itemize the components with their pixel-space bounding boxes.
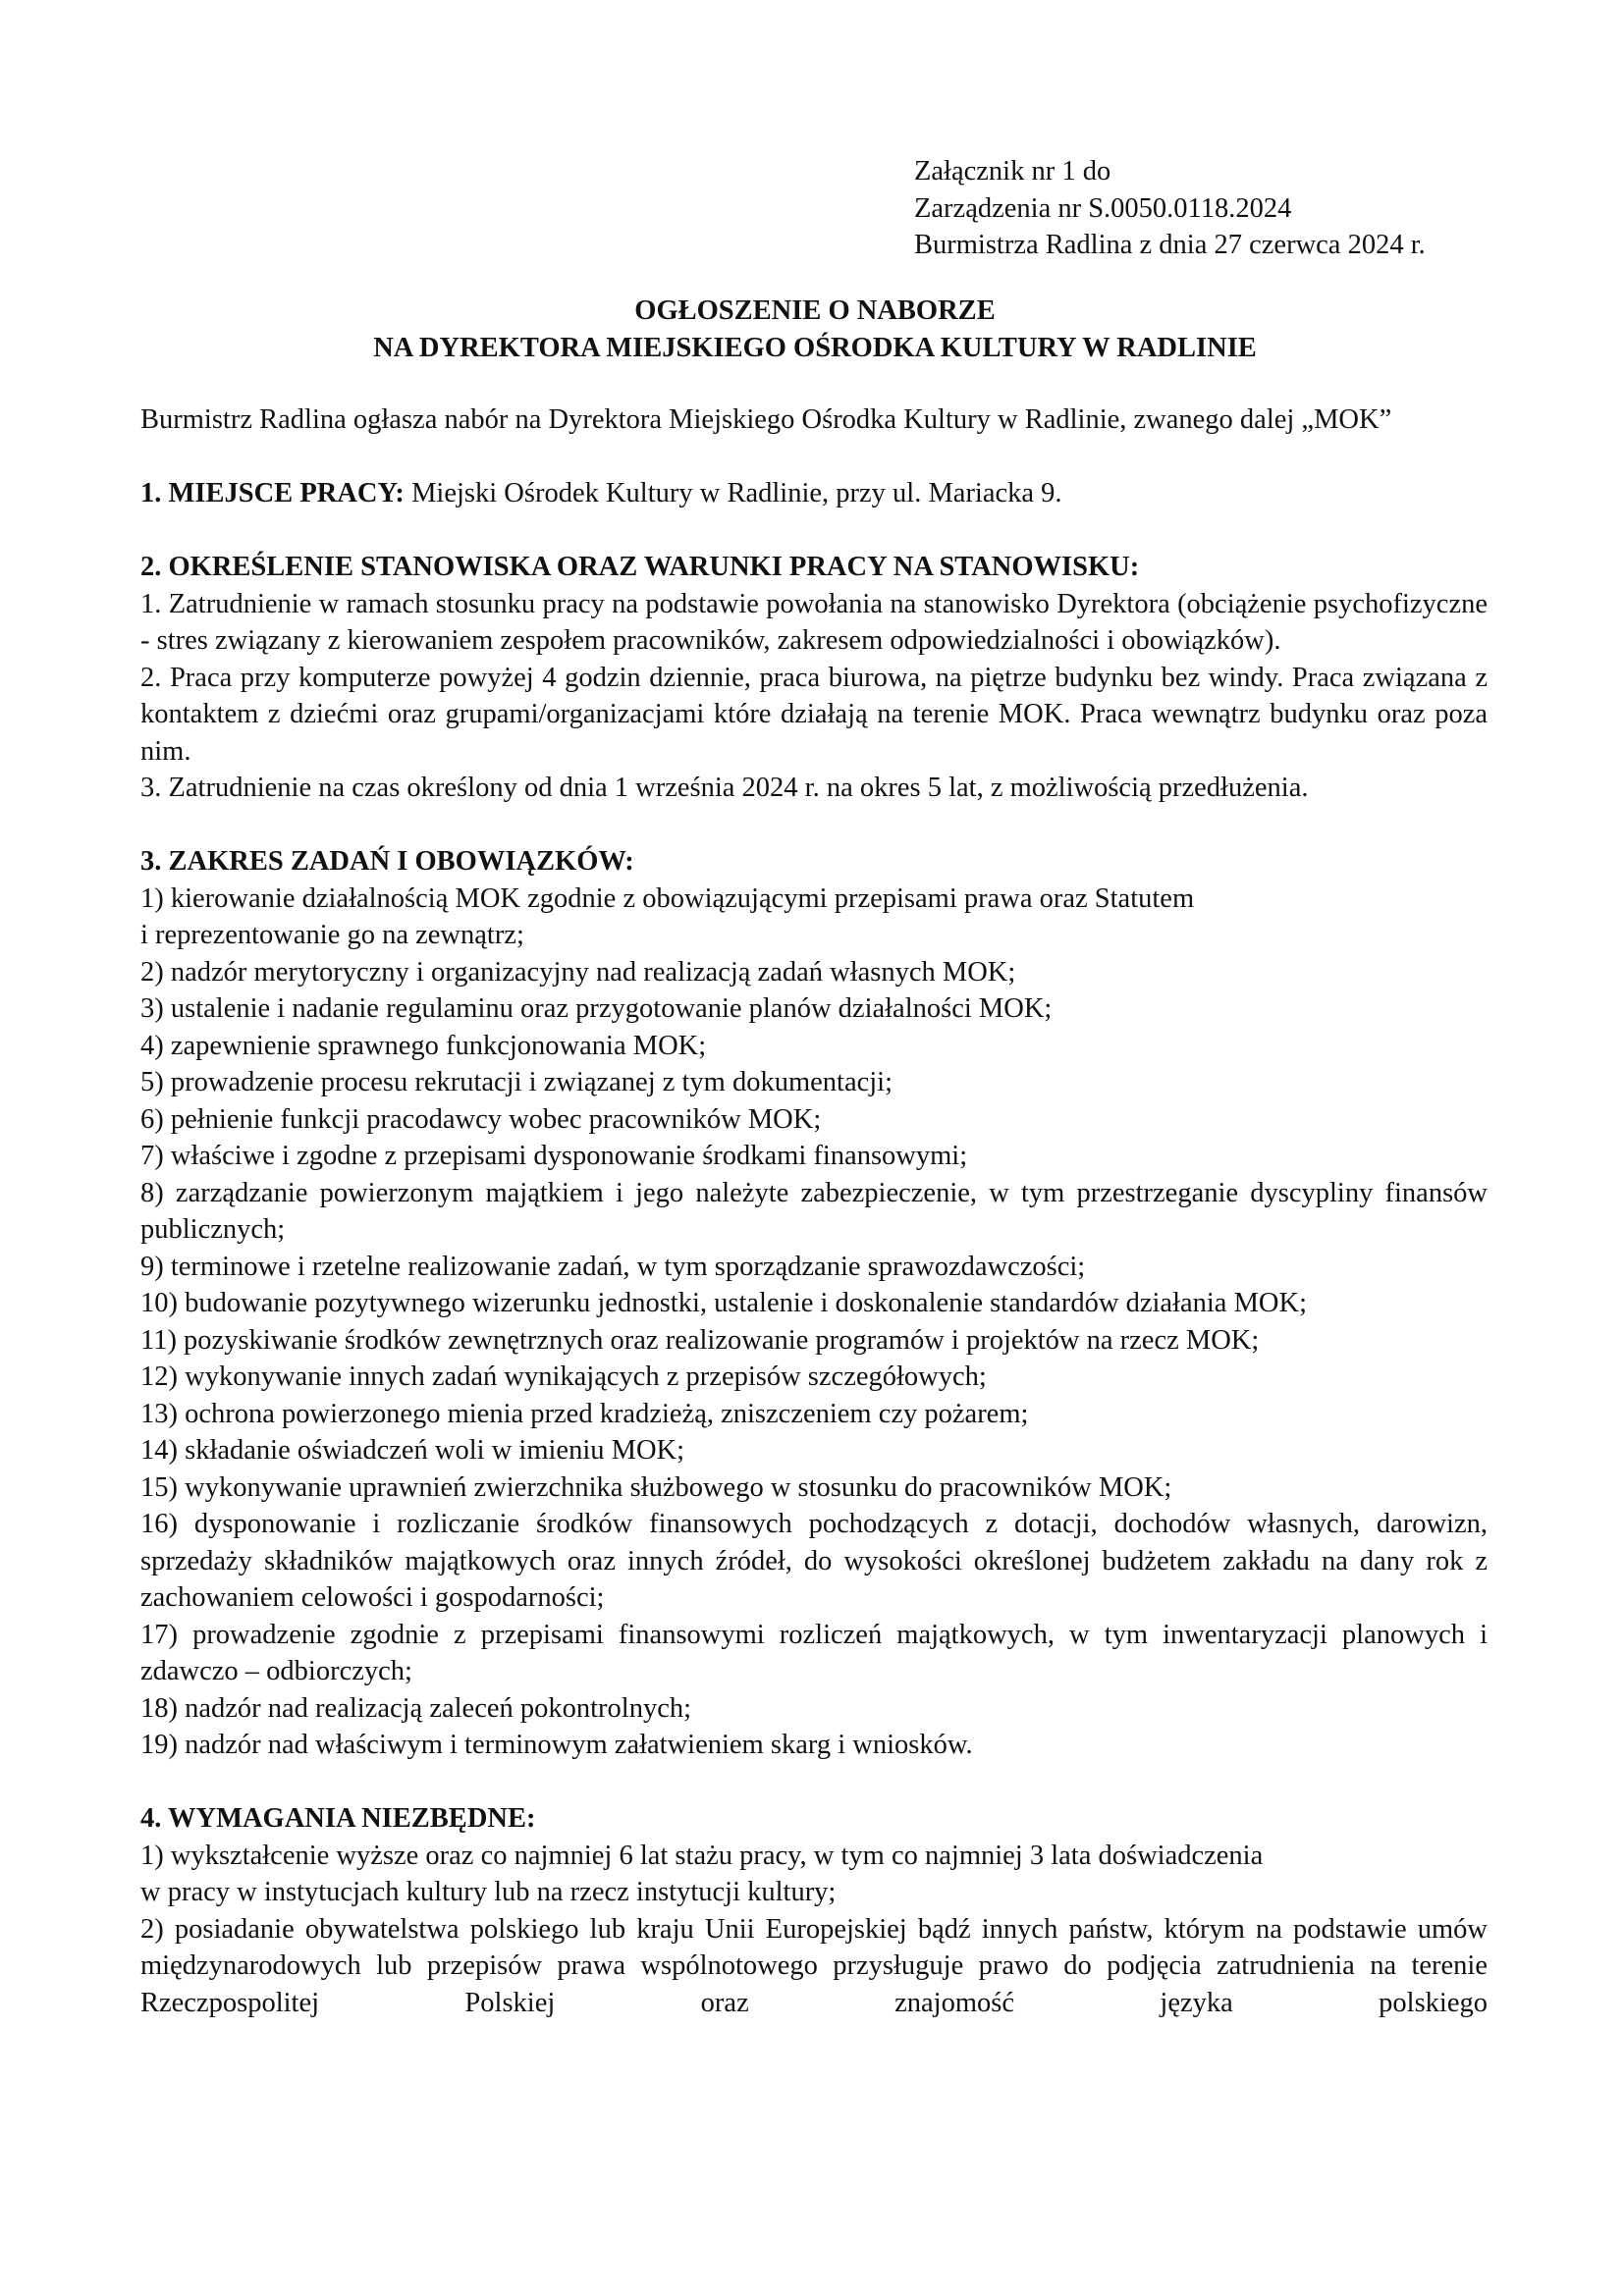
section-heading: 1. MIEJSCE PRACY:	[140, 478, 405, 508]
annex-reference	[914, 153, 1543, 264]
list-item: 2) posiadanie obywatelstwa polskiego lub kraju Unii Europejskiej bądź innych państw, którym na podstawie umów międzynarodowych lub przepisów prawa wspólnotowego przysługuje prawo do podjęcia zatrudnienia na terenie Rzeczpospolitej Polskiej oraz znajomość języka polskiego	[140, 1913, 1488, 2018]
list-item: 7) właściwe i zgodne z przepisami dysponowanie środkami finansowymi;	[140, 1141, 968, 1171]
list-item: 4) zapewnienie sprawnego funkcjonowania MOK;	[140, 1030, 707, 1061]
list-item: 13) ochrona powierzonego mienia przed kradzieżą, zniszczeniem czy pożarem;	[140, 1398, 1029, 1429]
list-item: 2. Praca przy komputerze powyżej 4 godzin dziennie, praca biurowa, na piętrze budynku bez windy. Praca związana z kontaktem z dziećmi oraz grupami/organizacjami które działają na terenie MOK. Praca wewnątrz budynku oraz poza nim.	[140, 662, 1488, 767]
list-item: 18) nadzór nad realizacją zaleceń pokontrolnych;	[140, 1692, 692, 1724]
title-line: NA DYREKTORA MIEJSKIEGO OŚRODKA KULTURY W RADLINIE	[373, 332, 1257, 363]
list-item: 2) nadzór merytoryczny i organizacyjny nad realizacją zadań własnych MOK;	[140, 956, 1016, 988]
list-item: 17) prowadzenie zgodnie z przepisami finansowymi rozliczeń majątkowych, w tym inwentaryzacji planowych i zdawczo – odbiorczych;	[140, 1619, 1488, 1686]
document-title	[137, 293, 1492, 366]
list-item: 19) nadzór nad właściwym i terminowym załatwieniem skarg i wniosków.	[140, 1730, 973, 1760]
list-item: 14) składanie oświadczeń woli w imieniu MOK;	[140, 1435, 685, 1466]
list-item: 3) ustalenie i nadanie regulaminu oraz przygotowanie planów działalności MOK;	[140, 993, 1053, 1024]
list-item: i reprezentowanie go na zewnątrz;	[140, 920, 524, 950]
section-heading: 2. OKREŚLENIE STANOWISKA ORAZ WARUNKI PRACY NA STANOWISKU:	[140, 552, 1140, 582]
title-line: OGŁOSZENIE O NABORZE	[634, 295, 996, 326]
intro-paragraph: Burmistrz Radlina ogłasza nabór na Dyrektora Miejskiego Ośrodka Kultury w Radlinie, zwanego dalej „MOK”	[140, 404, 1392, 435]
list-item: 3. Zatrudnienie na czas określony od dnia 1 września 2024 r. na okres 5 lat, z możliwością przedłużenia.	[140, 773, 1309, 803]
list-item: 6) pełnienie funkcji pracodawcy wobec pracowników MOK;	[140, 1103, 822, 1135]
list-item: 12) wykonywanie innych zadań wynikających z przepisów szczegółowych;	[140, 1362, 987, 1392]
list-item: 1) wykształcenie wyższe oraz co najmniej 6 lat stażu pracy, w tym co najmniej 3 lata doświadczenia	[140, 1840, 1264, 1871]
list-item: 10) budowanie pozytywnego wizerunku jednostki, ustalenie i doskonalenie standardów działania MOK;	[140, 1288, 1307, 1318]
list-item: 9) terminowe i rzetelne realizowanie zadań, w tym sporządzanie sprawozdawczości;	[140, 1251, 1086, 1282]
list-item: 16) dysponowanie i rozliczanie środków finansowych pochodzących z dotacji, dochodów własnych, darowizn, sprzedaży składników majątkowych oraz innych źródeł, do wysokości określonej budżetem zakładu na dany rok z zachowaniem celowości i gospodarności;	[140, 1509, 1488, 1613]
section-heading: 4. WYMAGANIA NIEZBĘDNE:	[140, 1803, 536, 1834]
list-item: 11) pozyskiwanie środków zewnętrznych oraz realizowanie programów i projektów na rzecz MOK;	[140, 1324, 1260, 1356]
annex-line: Burmistrza Radlina z dnia 27 czerwca 2024 r.	[914, 230, 1426, 260]
list-item: 15) wykonywanie uprawnień zwierzchnika służbowego w stosunku do pracowników MOK;	[140, 1471, 1172, 1503]
list-item: 8) zarządzanie powierzonym majątkiem i jego należyte zabezpieczenie, w tym przestrzeganie dyscypliny finansów publicznych;	[140, 1177, 1488, 1245]
list-item: 5) prowadzenie procesu rekrutacji i związanej z tym dokumentacji;	[140, 1067, 893, 1097]
list-item: 1) kierowanie działalnością MOK zgodnie z obowiązującymi przepisami prawa oraz Statutem	[140, 882, 1195, 914]
annex-line: Zarządzenia nr S.0050.0118.2024	[914, 192, 1292, 224]
section-text: Miejski Ośrodek Kultury w Radlinie, przy ul. Mariacka 9.	[404, 478, 1062, 508]
section-1	[140, 475, 1488, 512]
section-heading: 3. ZAKRES ZADAŃ I OBOWIĄZKÓW:	[140, 846, 634, 877]
annex-line: Załącznik nr 1 do	[914, 156, 1111, 187]
list-item: 1. Zatrudnienie w ramach stosunku pracy na podstawie powołania na stanowisko Dyrektora (obciążenie psychofizyczne - stres związany z kierowaniem zespołem pracowników, zakresem odpowiedzialności i obowiązków).	[140, 588, 1488, 656]
document-body	[140, 401, 1488, 2021]
list-item: w pracy w instytucjach kultury lub na rzecz instytucji kultury;	[140, 1877, 837, 1907]
